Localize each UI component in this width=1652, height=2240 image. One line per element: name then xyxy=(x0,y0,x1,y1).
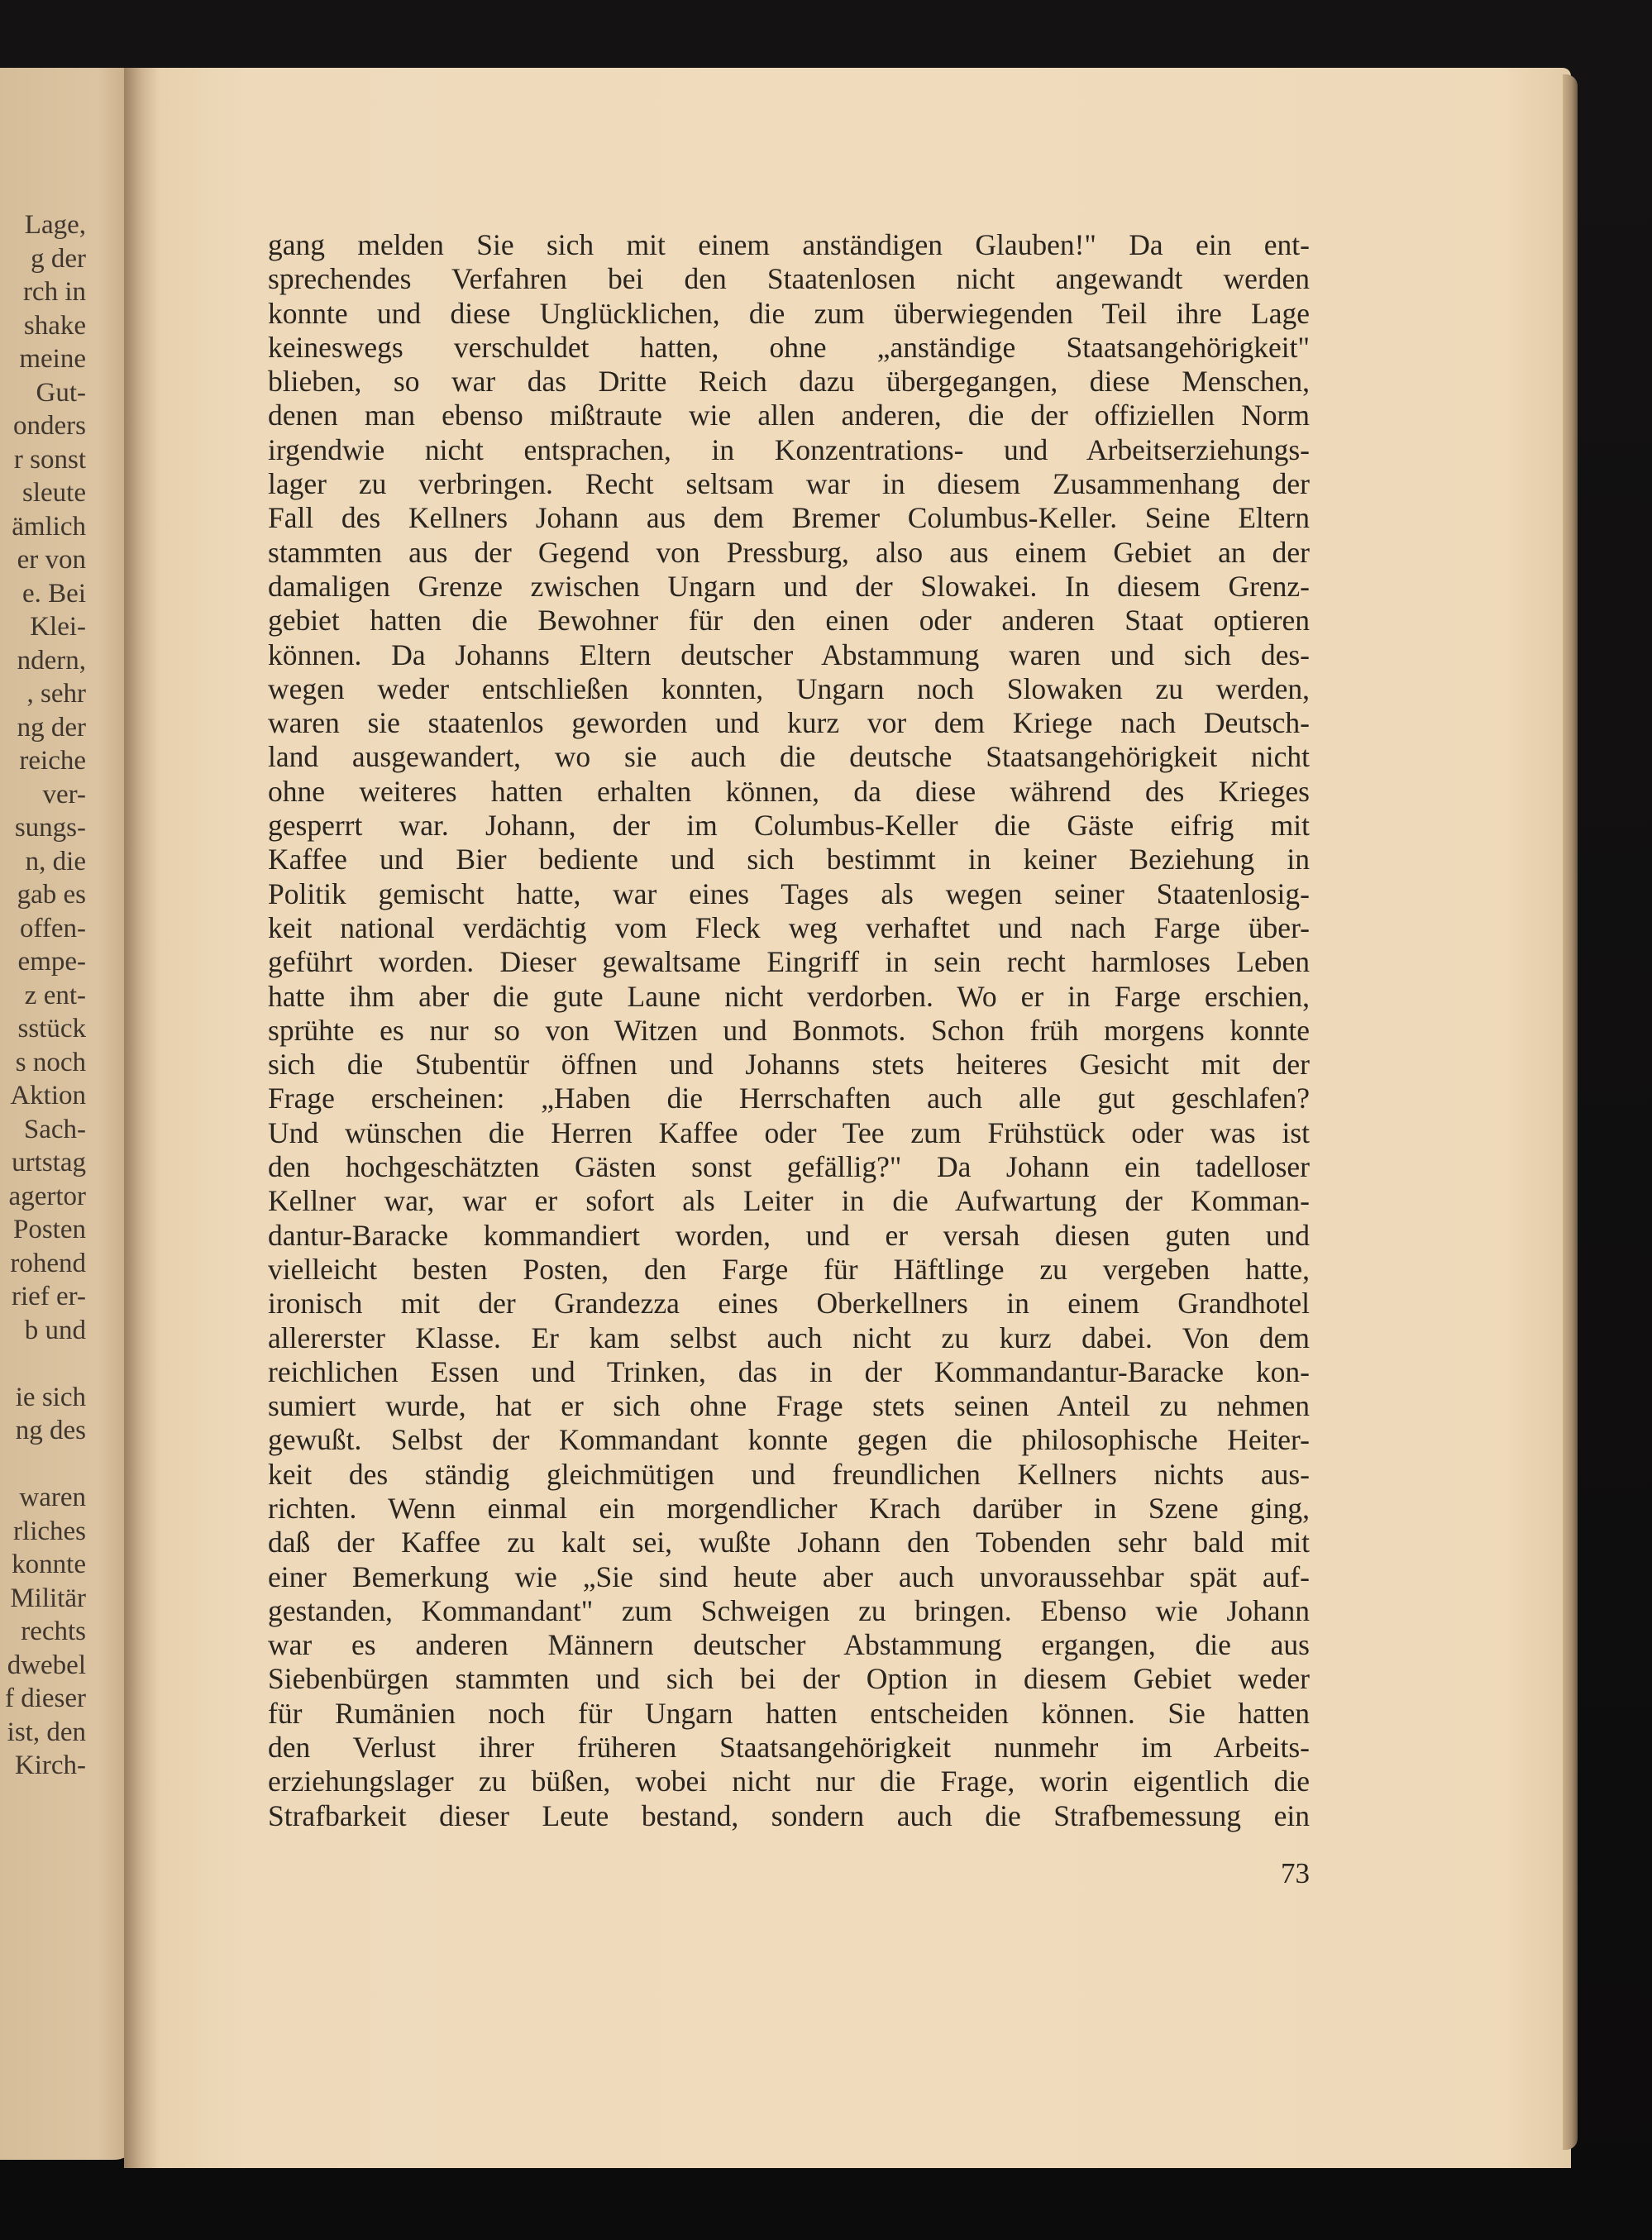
left-page-fragment xyxy=(0,1448,86,1482)
left-page xyxy=(0,68,139,2160)
text-line: ohne weiteres hatten erhalten können, da diese während des Krieges xyxy=(268,774,1310,808)
text-line: lager zu verbringen. Recht seltsam war in diesem Zusammenhang der xyxy=(268,467,1310,501)
text-line: für Rumänien noch für Ungarn hatten entscheiden können. Sie hatten xyxy=(268,1696,1310,1730)
text-line: richten. Wenn einmal ein morgendlicher Krach darüber in Szene ging, xyxy=(268,1491,1310,1525)
left-page-fragment: Aktion xyxy=(10,1081,86,1110)
left-page-fragment: rechts xyxy=(21,1617,86,1646)
text-line: wegen weder entschließen konnten, Ungarn noch Slowaken zu werden, xyxy=(268,671,1310,705)
text-line: irgendwie nicht entsprachen, in Konzentrations- und Arbeitserziehungs- xyxy=(268,432,1310,466)
text-line: keit des ständig gleichmütigen und freundlichen Kellners nichts aus- xyxy=(268,1457,1310,1491)
left-page-fragment: ver- xyxy=(42,779,86,810)
left-page-fragment: ie sich xyxy=(15,1382,86,1412)
left-page-fragment: ng des xyxy=(15,1416,86,1445)
page-edge xyxy=(1563,74,1578,2150)
left-page-fragment: empe- xyxy=(17,947,86,977)
text-line: geführt worden. Dieser gewaltsame Eingriff in sein recht harmloses Leben xyxy=(268,945,1310,979)
text-line: daß der Kaffee zu kalt sei, wußte Johann den Tobenden sehr bald mit xyxy=(268,1526,1310,1559)
left-page-fragment: ist, den xyxy=(7,1717,86,1747)
text-line: dantur-Baracke kommandiert worden, und er versah diesen guten und xyxy=(268,1218,1310,1252)
text-line: sich die Stubentür öffnen und Johanns stets heiteres Gesicht mit der xyxy=(268,1048,1310,1082)
text-line: ironisch mit der Grandezza eines Oberkellners in einem Grandhotel xyxy=(268,1287,1310,1321)
left-page-fragment: Posten xyxy=(12,1215,86,1244)
left-page-fragment: rch in xyxy=(22,277,86,307)
left-page-fragment: r sonst xyxy=(13,444,86,475)
text-line: Kellner war, war er sofort als Leiter in die Aufwartung der Komman- xyxy=(268,1184,1310,1218)
left-page-fragment: dwebel xyxy=(7,1650,86,1680)
text-line: den hochgeschätzten Gästen sonst gefällig?" Da Johann ein tadelloser xyxy=(268,1150,1310,1184)
text-line: keit national verdächtig vom Fleck weg verhaftet und nach Farge über- xyxy=(268,910,1310,944)
text-line: reichlichen Essen und Trinken, das in der Kommandantur-Baracke kon- xyxy=(268,1354,1310,1388)
text-line: damaligen Grenze zwischen Ungarn und der Slowakei. In diesem Grenz- xyxy=(268,569,1310,603)
text-line: gesperrt war. Johann, der im Columbus-Keller die Gäste eifrig mit xyxy=(268,809,1310,843)
left-page-fragment: reiche xyxy=(19,746,86,776)
text-line: blieben, so war das Dritte Reich dazu übergegangen, diese Menschen, xyxy=(268,365,1310,399)
text-line: sumiert wurde, hat er sich ohne Frage stets seinen Anteil zu nehmen xyxy=(268,1389,1310,1423)
left-page-fragment: konnte xyxy=(12,1550,86,1579)
text-line: vielleicht besten Posten, den Farge für Häftlinge zu vergeben hatte, xyxy=(268,1252,1310,1286)
left-page-fragment: z ent- xyxy=(24,980,86,1010)
left-page-fragment: shake xyxy=(23,310,86,341)
text-line: war es anderen Männern deutscher Abstammung ergangen, die aus xyxy=(268,1628,1310,1662)
left-page-fragment: f dieser xyxy=(4,1684,86,1713)
left-page-fragment: er von xyxy=(17,545,86,575)
left-page-fragment: n, die xyxy=(25,846,86,876)
left-page-fragment: e. Bei xyxy=(22,578,86,609)
text-line: gestanden, Kommandant" zum Schweigen zu bringen. Ebenso wie Johann xyxy=(268,1593,1310,1627)
left-page-fragment: Lage, xyxy=(24,210,86,240)
left-page-fragment: Gut- xyxy=(36,377,86,408)
left-page-fragment: urtstag xyxy=(12,1148,86,1177)
text-line: konnte und diese Unglücklichen, die zum überwiegenden Teil ihre Lage xyxy=(268,296,1310,330)
left-page-fragment: , sehr xyxy=(26,679,86,709)
left-page-fragment: s noch xyxy=(15,1047,86,1077)
text-line: gebiet hatten die Bewohner für den einen oder anderen Staat optieren xyxy=(268,604,1310,638)
left-page-fragment: ng der xyxy=(17,712,86,743)
page-number: 73 xyxy=(1281,1857,1310,1889)
text-line: hatte ihm aber die gute Laune nicht verdorben. Wo er in Farge erschien, xyxy=(268,979,1310,1013)
text-line: Siebenbürgen stammten und sich bei der Option in diesem Gebiet weder xyxy=(268,1662,1310,1696)
text-line: land ausgewandert, wo sie auch die deutsche Staatsangehörigkeit nicht xyxy=(268,740,1310,774)
body-text xyxy=(268,228,1310,1833)
text-line: Und wünschen die Herren Kaffee oder Tee zum Frühstück oder was ist xyxy=(268,1115,1310,1149)
text-line: keineswegs verschuldet hatten, ohne „anständige Staatsangehörigkeit" xyxy=(268,330,1310,364)
text-line: erziehungslager zu büßen, wobei nicht nur die Frage, worin eigentlich die xyxy=(268,1765,1310,1798)
left-page-fragment: rliches xyxy=(13,1516,86,1546)
text-line: gang melden Sie sich mit einem anständigen Glauben!" Da ein ent- xyxy=(268,228,1310,261)
text-line: den Verlust ihrer früheren Staatsangehörigkeit nunmehr im Arbeits- xyxy=(268,1731,1310,1765)
text-line: können. Da Johanns Eltern deutscher Abstammung waren und sich des- xyxy=(268,638,1310,671)
left-page-fragment: meine xyxy=(19,344,86,374)
left-page-fragment xyxy=(0,1347,86,1381)
text-line: Fall des Kellners Johann aus dem Bremer Columbus-Keller. Seine Eltern xyxy=(268,501,1310,535)
left-page-fragment: rief er- xyxy=(11,1282,86,1311)
left-page-fragment: Klei- xyxy=(30,612,86,642)
left-page-fragment: Kirch- xyxy=(14,1750,86,1780)
left-page-fragment: sungs- xyxy=(14,813,86,843)
left-page-text-fragments xyxy=(0,208,86,1783)
text-line: denen man ebenso mißtraute wie allen anderen, die der offiziellen Norm xyxy=(268,399,1310,432)
text-line: Politik gemischt hatte, war eines Tages als wegen seiner Staatenlosig- xyxy=(268,876,1310,910)
text-line: einer Bemerkung wie „Sie sind heute aber auch unvoraussehbar spät auf- xyxy=(268,1559,1310,1593)
left-page-fragment: waren xyxy=(19,1483,86,1512)
left-page-fragment: Sach- xyxy=(23,1114,86,1144)
left-page-fragment: rohend xyxy=(10,1248,86,1278)
text-line: stammten aus der Gegend von Pressburg, also aus einem Gebiet an der xyxy=(268,535,1310,569)
text-line: gewußt. Selbst der Kommandant konnte gegen die philosophische Heiter- xyxy=(268,1423,1310,1457)
left-page-fragment: agertor xyxy=(8,1181,86,1211)
left-page-fragment: b und xyxy=(24,1315,86,1345)
left-page-fragment: Militär xyxy=(10,1583,86,1613)
left-page-fragment: sstück xyxy=(17,1014,86,1044)
left-page-fragment: sleute xyxy=(22,478,86,508)
left-page-fragment: ämlich xyxy=(12,511,86,542)
text-line: Frage erscheinen: „Haben die Herrschaften auch alle gut geschlafen? xyxy=(268,1082,1310,1115)
text-line: Strafbarkeit dieser Leute bestand, sondern auch die Strafbemessung ein xyxy=(268,1798,1310,1832)
text-line: Kaffee und Bier bediente und sich bestimmt in keiner Beziehung in xyxy=(268,843,1310,876)
text-line: sprechendes Verfahren bei den Staatenlosen nicht angewandt werden xyxy=(268,262,1310,296)
left-page-fragment: gab es xyxy=(17,880,86,910)
left-page-fragment: offen- xyxy=(19,913,86,943)
left-page-fragment: onders xyxy=(13,411,86,441)
left-page-fragment: g der xyxy=(31,243,86,274)
left-page-fragment: ndern, xyxy=(17,645,86,676)
text-line: allererster Klasse. Er kam selbst auch nicht zu kurz dabei. Von dem xyxy=(268,1321,1310,1354)
text-line: waren sie staatenlos geworden und kurz vor dem Kriege nach Deutsch- xyxy=(268,706,1310,740)
text-line: sprühte es nur so von Witzen und Bonmots. Schon früh morgens konnte xyxy=(268,1013,1310,1047)
